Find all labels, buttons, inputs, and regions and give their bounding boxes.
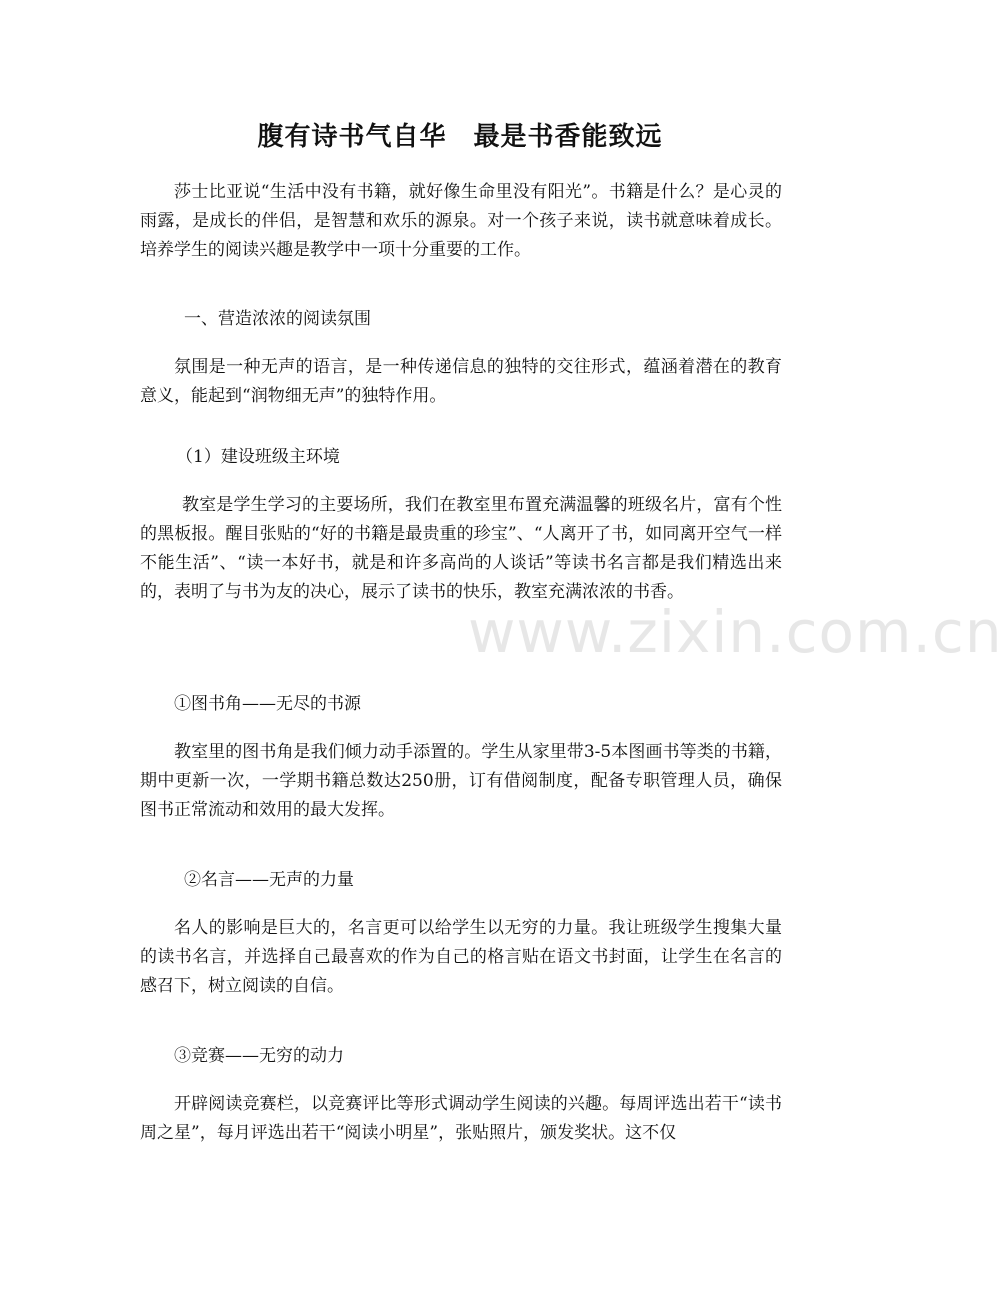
subsection-heading-1: （1）建设班级主环境 [176, 447, 340, 467]
subsection-1-paragraph: 教室是学生学习的主要场所，我们在教室里布置充满温馨的班级名片，富有个性的黑板报。醒目张贴的“好的书籍是最贵重的珍宝”、“人离开了书，如同离开空气一样不能生活”、“读一本好书，就是和许多高尚的人谈话”等读书名言都是我们精选出来的，表明了与书为友的决心，展示了读书的快乐，教室充满浓浓的书香。 [140, 495, 782, 602]
watermark: www.zixin.com.cn [468, 598, 1003, 666]
section-1-paragraph: 氛围是一种无声的语言，是一种传递信息的独特的交往形式，蕴涵着潜在的教育意义，能起到“润物细无声”的独特作用。 [140, 357, 782, 406]
quotes-paragraph: 名人的影响是巨大的，名言更可以给学生以无穷的力量。我让班级学生搜集大量的读书名言，并选择自己最喜欢的作为自己的格言贴在语文书封面，让学生在名言的感召下，树立阅读的自信。 [140, 918, 782, 996]
section-heading-1: 一、营造浓浓的阅读氛围 [184, 309, 371, 329]
item-heading-library-corner: ①图书角——无尽的书源 [174, 694, 361, 714]
document-title: 腹有诗书气自华 最是书香能致远 [257, 122, 663, 152]
library-corner-paragraph: 教室里的图书角是我们倾力动手添置的。学生从家里带3-5本图画书等类的书籍，期中更新一次，一学期书籍总数达250册，订有借阅制度，配备专职管理人员，确保图书正常流动和效用的最大发挥。 [140, 742, 782, 820]
item-heading-competition: ③竞赛——无穷的动力 [174, 1046, 344, 1066]
competition-paragraph: 开辟阅读竞赛栏，以竞赛评比等形式调动学生阅读的兴趣。每周评选出若干“读书周之星”，每月评选出若干“阅读小明星”，张贴照片，颁发奖状。这不仅 [140, 1094, 782, 1143]
item-heading-quotes: ②名言——无声的力量 [184, 870, 354, 890]
intro-paragraph: 莎士比亚说“生活中没有书籍，就好像生命里没有阳光”。书籍是什么？是心灵的雨露，是成长的伴侣，是智慧和欢乐的源泉。对一个孩子来说，读书就意味着成长。培养学生的阅读兴趣是教学中一项十分重要的工作。 [140, 182, 782, 260]
